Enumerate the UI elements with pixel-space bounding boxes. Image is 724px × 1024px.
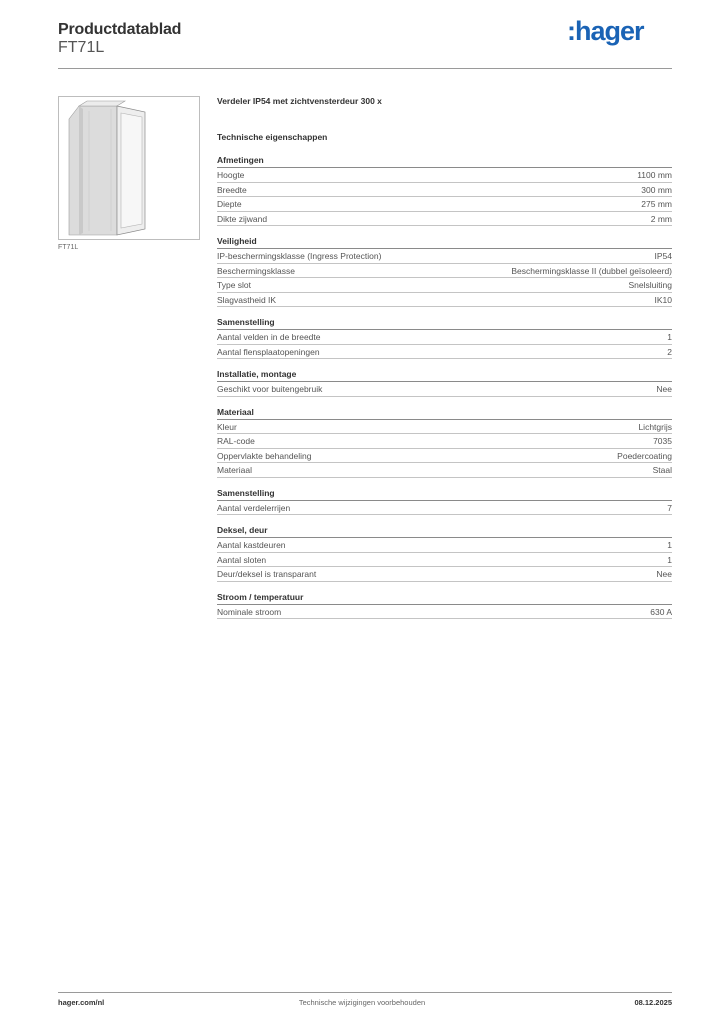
spec-value: 2 mm — [650, 213, 672, 224]
spec-row — [217, 434, 672, 449]
spec-value: 1 — [667, 540, 672, 550]
spec-value: Beschermingsklasse II (dubbel geïsoleerd) — [511, 265, 672, 276]
header-divider — [58, 68, 672, 69]
spec-row — [217, 330, 672, 345]
spec-value: 300 mm — [641, 184, 672, 195]
spec-label: Deur/deksel is transparant — [217, 569, 317, 579]
spec-row — [217, 538, 672, 553]
spec-label: Aantal kastdeuren — [217, 540, 286, 550]
spec-label: Diepte — [217, 199, 242, 209]
spec-row — [217, 345, 672, 360]
spec-section — [217, 368, 672, 397]
spec-label: Aantal velden in de breedte — [217, 332, 321, 342]
spec-row — [217, 183, 672, 198]
spec-sections — [217, 154, 672, 619]
hager-logo-text: :hager — [567, 16, 644, 46]
spec-label: Materiaal — [217, 465, 252, 475]
spec-label: Beschermingsklasse — [217, 265, 295, 276]
spec-label: RAL-code — [217, 436, 255, 446]
product-code: FT71L — [58, 39, 105, 56]
spec-section — [217, 487, 672, 516]
spec-label: Type slot — [217, 280, 252, 290]
product-description: Verdeler IP54 met zichtvensterdeur 300 x — [217, 96, 382, 106]
section-heading: Installatie, montage — [217, 368, 672, 382]
spec-row — [217, 605, 672, 620]
spec-section — [217, 316, 672, 359]
footer-website: hager.com/nl — [58, 998, 105, 1007]
spec-row — [217, 567, 672, 582]
spec-value: Nee — [656, 384, 672, 394]
spec-row — [217, 382, 672, 397]
spec-value: 275 mm — [641, 199, 672, 209]
spec-row — [217, 197, 672, 212]
spec-section — [217, 591, 672, 620]
spec-row — [217, 249, 672, 264]
spec-label: IP-beschermingsklasse (Ingress Protection) — [217, 251, 382, 261]
spec-value: 2 — [667, 346, 672, 357]
section-heading: Stroom / temperatuur — [217, 591, 672, 605]
footer-divider — [58, 992, 672, 993]
image-caption: FT71L — [58, 244, 79, 251]
spec-row — [217, 449, 672, 464]
spec-row — [217, 420, 672, 435]
spec-value: Lichtgrijs — [638, 421, 672, 432]
hager-logo — [567, 14, 657, 50]
spec-label: Aantal sloten — [217, 554, 267, 565]
enclosure-illustration — [59, 97, 199, 239]
spec-value: Poedercoating — [617, 450, 672, 461]
spec-value: Nee — [656, 569, 672, 579]
section-heading: Samenstelling — [217, 487, 672, 501]
spec-value: 1 — [667, 332, 672, 342]
spec-value: Staal — [652, 465, 672, 475]
footer-date: 08.12.2025 — [634, 998, 672, 1007]
tech-properties-title: Technische eigenschappen — [217, 132, 328, 142]
section-heading: Afmetingen — [217, 154, 672, 168]
spec-label: Aantal flensplaatopeningen — [217, 346, 320, 357]
spec-label: Dikte zijwand — [217, 213, 268, 224]
product-image — [58, 96, 200, 240]
spec-label: Kleur — [217, 421, 237, 432]
spec-row — [217, 463, 672, 478]
spec-section — [217, 154, 672, 226]
spec-row — [217, 264, 672, 279]
spec-value: IP54 — [654, 251, 672, 261]
footer-disclaimer: Technische wijzigingen voorbehouden — [298, 998, 426, 1007]
spec-content — [217, 94, 672, 619]
spec-label: Hoogte — [217, 170, 245, 180]
spec-row — [217, 293, 672, 308]
spec-row — [217, 501, 672, 516]
spec-label: Nominale stroom — [217, 606, 282, 617]
section-heading: Materiaal — [217, 406, 672, 420]
spec-row — [217, 278, 672, 293]
spec-row — [217, 553, 672, 568]
spec-value: 7035 — [653, 436, 672, 446]
spec-value: 630 A — [650, 606, 672, 617]
spec-value: IK10 — [654, 294, 672, 305]
spec-row — [217, 212, 672, 227]
spec-value: 1100 mm — [637, 170, 672, 180]
spec-value: 1 — [667, 554, 672, 565]
spec-label: Slagvastheid IK — [217, 294, 277, 305]
spec-label: Aantal verdelerrijen — [217, 502, 291, 513]
spec-section — [217, 524, 672, 582]
spec-section — [217, 235, 672, 307]
section-heading: Deksel, deur — [217, 524, 672, 538]
spec-label: Oppervlakte behandeling — [217, 450, 312, 461]
spec-row — [217, 168, 672, 183]
spec-value: Snelsluiting — [628, 280, 672, 290]
spec-section — [217, 406, 672, 478]
section-heading: Samenstelling — [217, 316, 672, 330]
page-title: Productdatablad — [58, 21, 182, 38]
section-heading: Veiligheid — [217, 235, 672, 249]
spec-value: 7 — [667, 502, 672, 513]
spec-label: Breedte — [217, 184, 247, 195]
spec-label: Geschikt voor buitengebruik — [217, 384, 323, 394]
